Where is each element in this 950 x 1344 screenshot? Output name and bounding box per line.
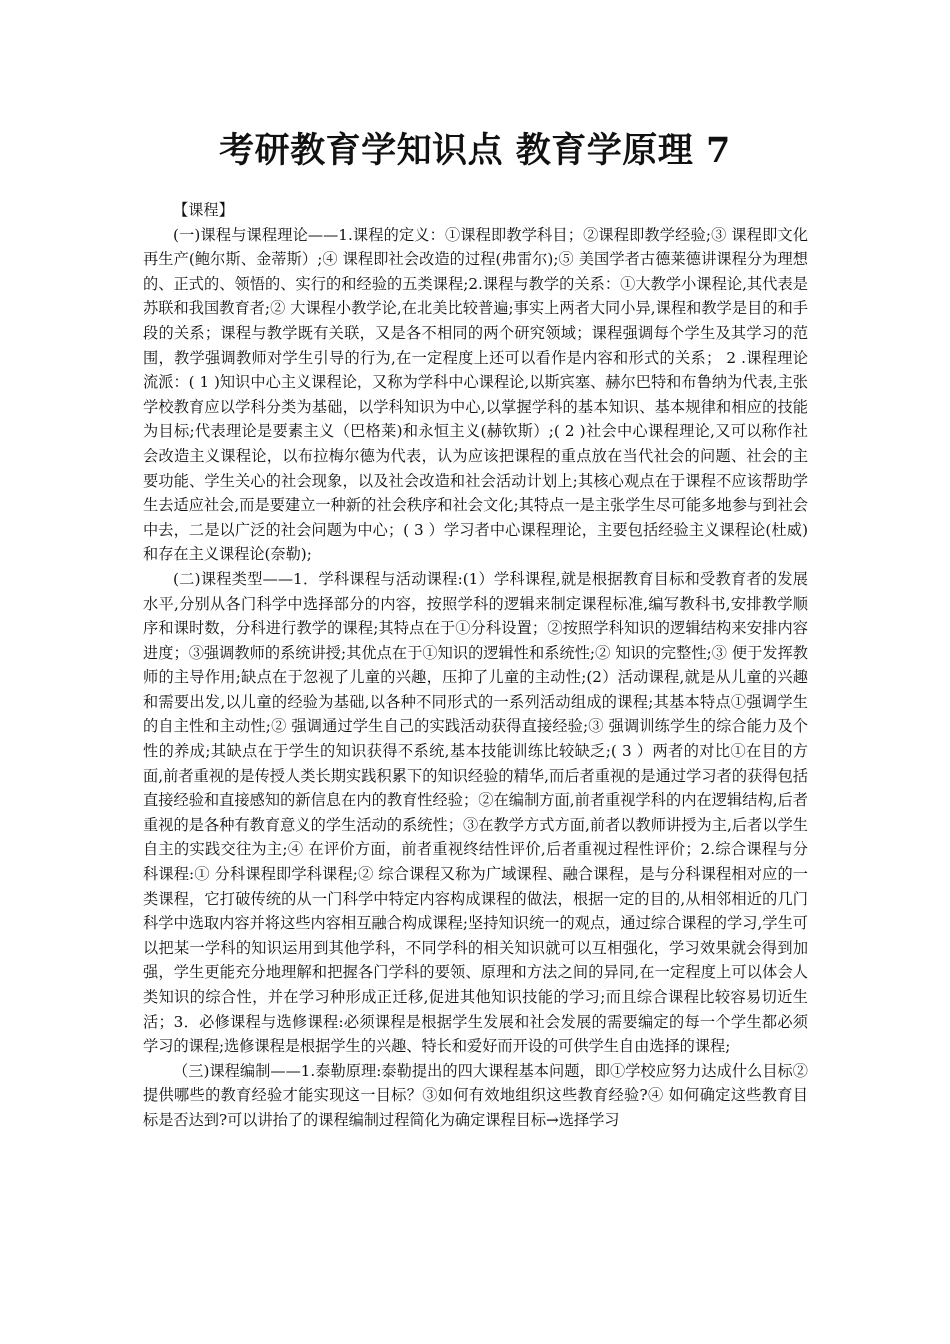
paragraph-course-types: (二)课程类型——1．学科课程与活动课程:(1）学科课程,就是根据教育目标和受教育者的发展水平,分别从各门科学中选择部分的内容，按照学科的逻辑来制定课程标准,编写教科书,安排教学顺序和课时数，分科进行教学的课程;其特点在于①分科设置；②按照学科知识的逻辑结构来安排内容进度；③强调教师的系统讲授;其优点在于①知识的逻辑性和系统性;② 知识的完整性;③ 便于发挥教师的主导作用;缺点在于忽视了儿童的兴趣，压抑了儿童的主动性;(2）活动课程,就是从儿童的兴趣和需要出发,以儿童的经验为基础,以各种不同形式的一系列活动组成的课程;其基本特点①强调学生的自主性和主动性;② 强调通过学生自己的实践活动获得直接经验;③ 强调训练学生的综合能力及个性的养成;其缺点在于学生的知识获得不系统,基本技能训练比较缺乏;( 3 ）两者的对比①在目的方面,前者重视的是传授人类长期实践积累下的知识经验的精华,而后者重视的是通过学习者的获得包括直接经验和直接感知的新信息在内的教育性经验；②在编制方面,前者重视学科的内在逻辑结构,后者重视的是各种有教育意义的学生活动的系统性；③在教学方式方面,前者以教师讲授为主,后者以学生自主的实践交往为主;④ 在评价方面，前者重视终结性评价,后者重视过程性评价；2.综合课程与分科课程:① 分科课程即学科课程;② 综合课程又称为广域课程、融合课程，是与分科课程相对应的一类课程，它打破传统的从一门科学中特定内容构成课程的做法，根据一定的目的,从相邻相近的几门科学中选取内容并将这些内容相互融合构成课程;坚持知识统一的观点，通过综合课程的学习,学生可以把某一学科的知识运用到其他学科，不同学科的相关知识就可以互相强化，学习效果就会得到加强，学生更能充分地理解和把握各门学科的要领、原理和方法之间的异同,在一定程度上可以体会人类知识的综合性，并在学习种形成正迁移,促进其他知识技能的学习;而且综合课程比较容易切近生活；3．必修课程与选修课程:必须课程是根据学生发展和社会发展的需要编定的每一个学生都必须学习的课程;选修课程是根据学生的兴趣、特长和爱好而开设的可供学生自由选择的课程;: [143, 569, 808, 1056]
document-title: 考研教育学知识点 教育学原理 7: [219, 130, 731, 171]
paragraph-course-design: （三)课程编制——1.泰勒原理:泰勒提出的四大课程基本问题，即①学校应努力达成什么目标②提供哪些的教育经验才能实现这一目标？③如何有效地组织这些教育经验?④ 如何确定这些教育目标是否达到?可以讲抬了的课程编制过程简化为确定课程目标→选择学习: [143, 1061, 808, 1129]
section-label: 【课程】: [173, 201, 234, 219]
document-body: [143, 198, 808, 1133]
paragraph-course-theory: (一)课程与课程理论——1.课程的定义：①课程即教学科目；②课程即教学经验;③ 课程即文化再生产(鲍尔斯、金蒂斯）;④ 课程即社会改造的过程(弗雷尔);⑤ 美国学者古德莱德讲课程分为理想的、正式的、领悟的、实行的和经验的五类课程;2.课程与教学的关系：①大教学小课程论,其代表是苏联和我国教育者;② 大课程小教学论,在北美比较普遍;事实上两者大同小异,课程和教学是目的和手段的关系；课程与教学既有关联，又是各不相同的两个研究领域；课程强调每个学生及其学习的范围，教学强调教师对学生引导的行为,在一定程度上还可以看作是内容和形式的关系； 2 .课程理论流派：( 1 )知识中心主义课程论，又称为学科中心课程论,以斯宾塞、赫尔巴特和布鲁纳为代表,主张学校教育应以学科分类为基础，以学科知识为中心,以掌握学科的基本知识、基本规律和相应的技能为目标;代表理论是要素主义（巴格莱)和永恒主义(赫钦斯）;( 2 )社会中心课程理论,又可以称作社会改造主义课程论，以布拉梅尔德为代表，认为应该把课程的重点放在当代社会的问题、社会的主要功能、学生关心的社会现象，以及社会改造和社会活动计划上;其核心观点在于课程不应该帮助学生去适应社会,而是要建立一种新的社会秩序和社会文化;其特点一是主张学生尽可能多地参与到社会中去，二是以广泛的社会问题为中心；( 3 ）学习者中心课程理论，主要包括经验主义课程论(杜威)和存在主义课程论(奈勒);: [143, 225, 808, 564]
